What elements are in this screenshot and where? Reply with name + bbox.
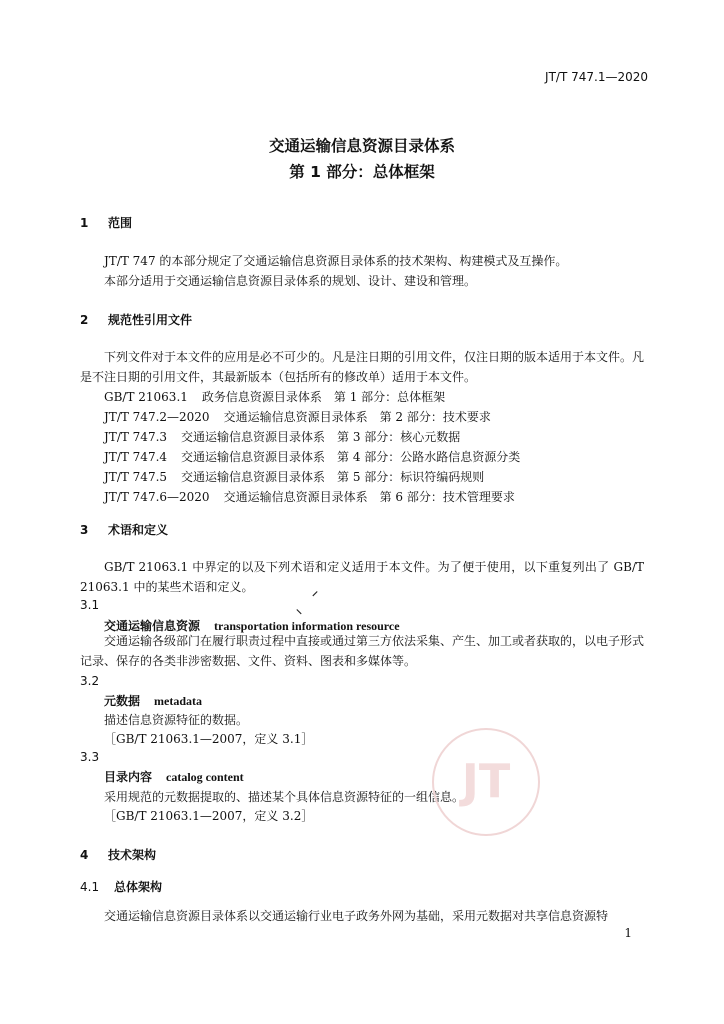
paragraph: GB/T 21063.1 中界定的以及下列术语和定义适用于本文件。为了便于使用，以下重复列出了 GB/T 21063.1 中的某些术语和定义。 xyxy=(80,560,644,594)
watermark-text: JT xyxy=(461,754,511,808)
reference-item xyxy=(104,468,484,485)
reference-code: JT/T 747.6—2020 xyxy=(104,490,210,504)
section-heading-3 xyxy=(80,521,168,538)
paragraph: 下列文件对于本文件的应用是必不可少的。凡是注日期的引用文件，仅注日期的版本适用于本文件。凡是不注日期的引用文件，其最新版本（包括所有的修改单）适用于本文件。 xyxy=(80,350,645,384)
ink-mark: ⸝ xyxy=(312,584,319,598)
term-zh: 目录内容 xyxy=(104,770,153,784)
term-zh: 交通运输信息资源 xyxy=(104,619,201,633)
watermark-logo xyxy=(432,728,540,836)
term-en: catalog content xyxy=(166,770,244,784)
paragraph: JT/T 747 的本部分规定了交通运输信息资源目录体系的技术架构、构建模式及互操作。 xyxy=(104,254,568,268)
paragraph: 本部分适用于交通运输信息资源目录体系的规划、设计、建设和管理。 xyxy=(104,274,477,288)
section-heading-1 xyxy=(80,214,132,231)
term-definition: 采用规范的元数据提取的、描述某个具体信息资源特征的一组信息。 xyxy=(104,790,465,804)
reference-item xyxy=(104,388,445,405)
section-number: 3 xyxy=(80,523,89,537)
reference-code: GB/T 21063.1 xyxy=(104,390,188,404)
term-source: ［GB/T 21063.1—2007，定义 3.1］ xyxy=(104,732,314,746)
section-heading-2 xyxy=(80,311,192,328)
reference-item xyxy=(104,448,520,465)
term-number: 3.3 xyxy=(80,750,100,764)
reference-item xyxy=(104,408,491,425)
reference-item xyxy=(104,488,515,505)
term-number: 3.2 xyxy=(80,674,100,688)
page-number: 1 xyxy=(624,926,632,940)
section-number: 1 xyxy=(80,216,89,230)
reference-code: JT/T 747.5 xyxy=(104,470,168,484)
section-heading-4 xyxy=(80,846,156,863)
reference-item xyxy=(104,428,460,445)
term-entry xyxy=(104,768,244,785)
reference-title: 交通运输信息资源目录体系 第 2 部分：技术要求 xyxy=(223,410,491,424)
reference-code: JT/T 747.4 xyxy=(104,450,168,464)
term-entry xyxy=(104,692,202,709)
subsection-number: 4.1 xyxy=(80,880,100,894)
section-number: 4 xyxy=(80,848,89,862)
reference-title: 政务信息资源目录体系 第 1 部分：总体框架 xyxy=(201,390,446,404)
term-number: 3.1 xyxy=(80,598,100,612)
reference-title: 交通运输信息资源目录体系 第 3 部分：核心元数据 xyxy=(181,430,461,444)
document-title: 交通运输信息资源目录体系 xyxy=(268,137,455,155)
reference-title: 交通运输信息资源目录体系 第 6 部分：技术管理要求 xyxy=(223,490,515,504)
term-definition: 交通运输各级部门在履行职责过程中直接或通过第三方依法采集、产生、加工或者获取的，以电子形式记录、保存的各类非涉密数据、文件、资料、图表和多媒体等。 xyxy=(80,634,645,668)
subsection-heading xyxy=(80,878,162,895)
ink-mark: ⸜ xyxy=(296,602,303,616)
term-source: ［GB/T 21063.1—2007，定义 3.2］ xyxy=(104,809,314,823)
document-subtitle: 第 1 部分：总体框架 xyxy=(289,163,435,181)
section-title: 规范性引用文件 xyxy=(108,313,193,327)
term-definition: 描述信息资源特征的数据。 xyxy=(104,713,249,727)
term-en: transportation information resource xyxy=(214,619,400,633)
section-title: 技术架构 xyxy=(108,848,157,862)
standard-code: JT/T 747.1—2020 xyxy=(545,70,648,84)
section-title: 术语和定义 xyxy=(108,523,169,537)
section-number: 2 xyxy=(80,313,89,327)
reference-title: 交通运输信息资源目录体系 第 5 部分：标识符编码规则 xyxy=(181,470,485,484)
term-en: metadata xyxy=(154,694,203,708)
reference-code: JT/T 747.3 xyxy=(104,430,168,444)
reference-title: 交通运输信息资源目录体系 第 4 部分：公路水路信息资源分类 xyxy=(181,450,521,464)
term-zh: 元数据 xyxy=(104,694,141,708)
paragraph: 交通运输信息资源目录体系以交通运输行业电子政务外网为基础，采用元数据对共享信息资源特 xyxy=(104,909,609,923)
reference-code: JT/T 747.2—2020 xyxy=(104,410,210,424)
subsection-title: 总体架构 xyxy=(114,880,163,894)
section-title: 范围 xyxy=(108,216,133,230)
